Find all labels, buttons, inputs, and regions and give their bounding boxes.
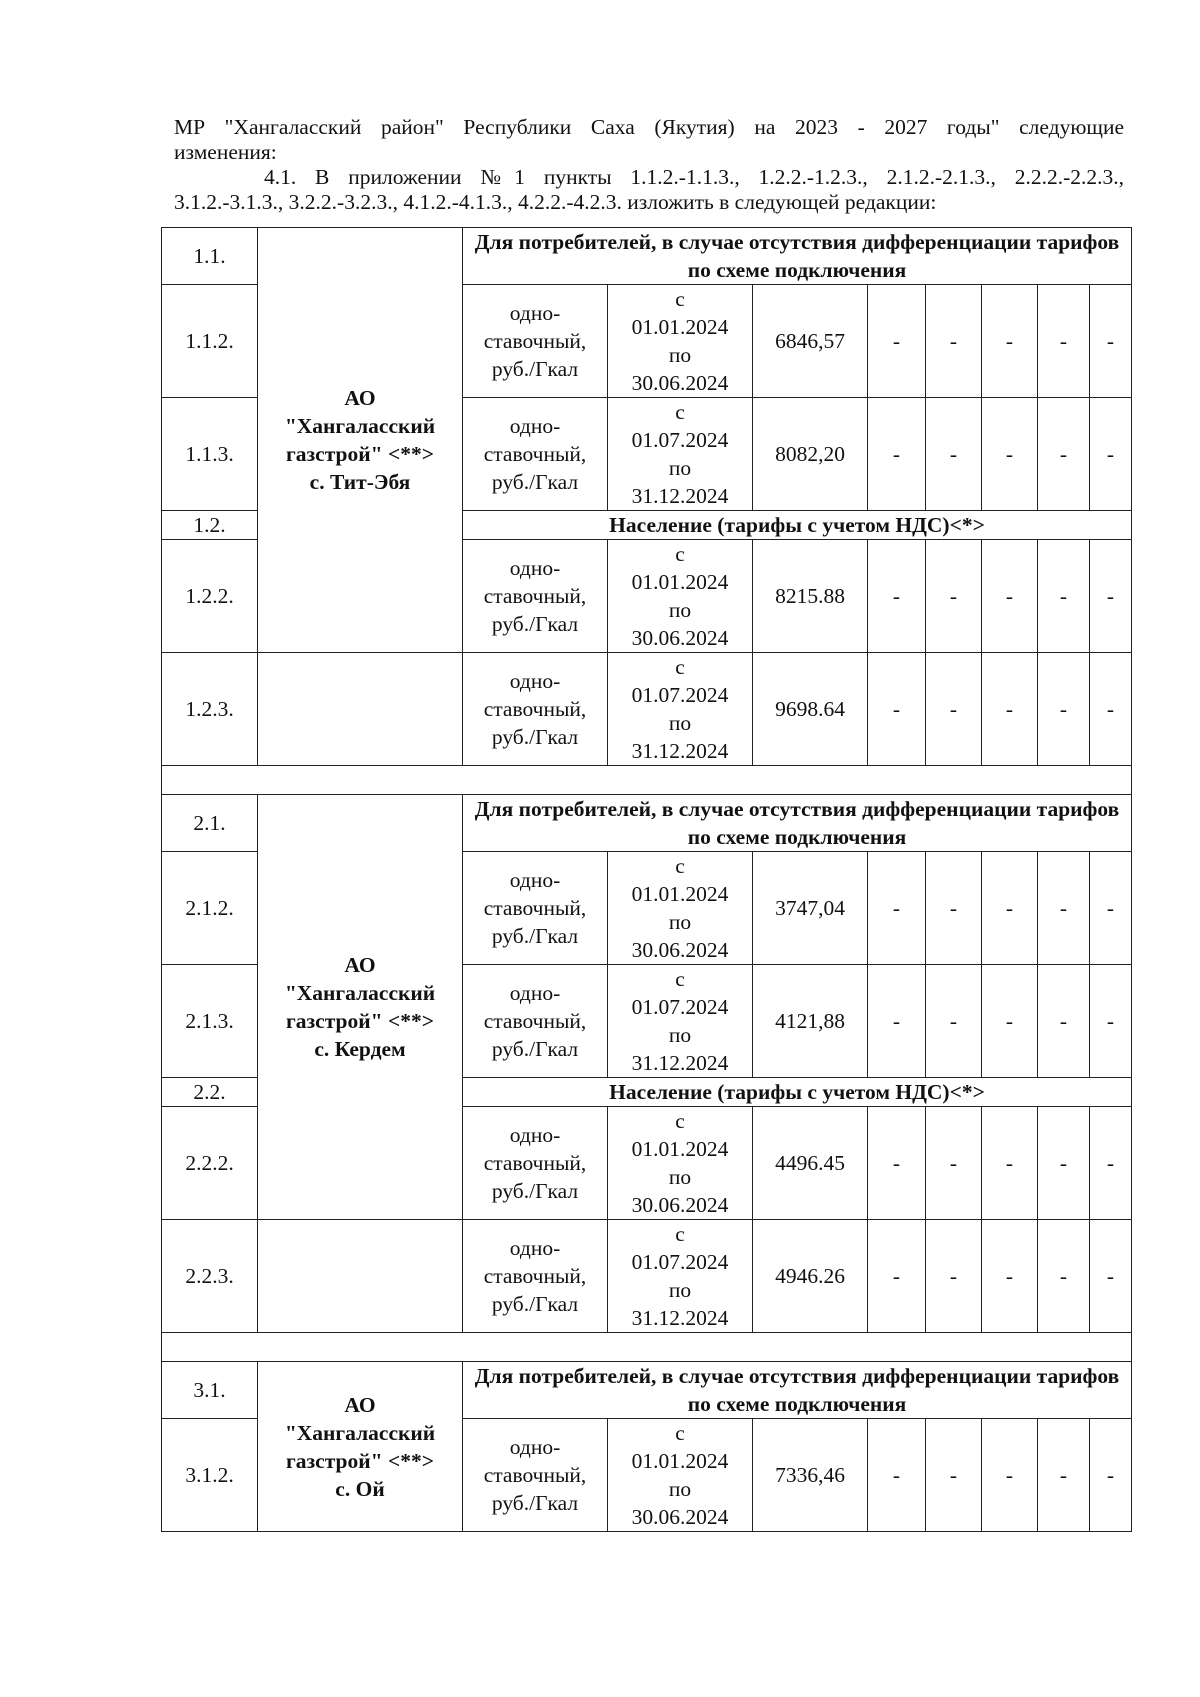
tariff-value: 8082,20 bbox=[753, 398, 868, 511]
tariff-value: 4946.26 bbox=[753, 1220, 868, 1333]
period: с 01.07.2024 по 31.12.2024 bbox=[608, 1220, 753, 1333]
org-cell: АО "Хангаласский газстрой" <**> с. Кердем bbox=[258, 795, 463, 1220]
rate-type: одно-ставочный, руб./Гкал bbox=[463, 398, 608, 511]
period: с 01.01.2024 по 30.06.2024 bbox=[608, 1419, 753, 1532]
row-number: 1.1.2. bbox=[162, 285, 258, 398]
period: с 01.07.2024 по 31.12.2024 bbox=[608, 653, 753, 766]
row-number: 2.1.3. bbox=[162, 965, 258, 1078]
rate-type: одно-ставочный, руб./Гкал bbox=[463, 1419, 608, 1532]
row-number: 3.1.2. bbox=[162, 1419, 258, 1532]
row-number: 2.1.2. bbox=[162, 852, 258, 965]
intro-line-1: МР "Хангаласский район" Республики Саха (Якутия) на 2023 - 2027 годы" следующие bbox=[174, 115, 1124, 139]
table-row bbox=[162, 795, 1132, 852]
tariff-value: 8215.88 bbox=[753, 540, 868, 653]
table-row bbox=[162, 228, 1132, 285]
table-row: 1.1.3. одно-ставочный, руб./Гкал с 01.07.2024 по 31.12.2024 8082,20 - - - - - bbox=[162, 398, 1132, 511]
row-number: 1.2. bbox=[162, 511, 258, 540]
row-number: 2.2.3. bbox=[162, 1220, 258, 1333]
org-cell: АО "Хангаласский газстрой" <**> с. Тит-Эбя bbox=[258, 228, 463, 653]
table-row: 3.1.2. одно-ставочный, руб./Гкал с 01.01.2024 по 30.06.2024 7336,46 - - - - - bbox=[162, 1419, 1132, 1532]
intro-text bbox=[174, 115, 1124, 215]
rate-type: одно-ставочный, руб./Гкал bbox=[463, 852, 608, 965]
population-header: Население (тарифы с учетом НДС)<*> bbox=[463, 1078, 1132, 1107]
population-header: Население (тарифы с учетом НДС)<*> bbox=[463, 511, 1132, 540]
tariff-table bbox=[161, 227, 1132, 1532]
table-row: 1.2.3. одно-ставочный, руб./Гкал с 01.07.2024 по 31.12.2024 9698.64 - - - - - bbox=[162, 653, 1132, 766]
org-cell: АО "Хангаласский газстрой" <**> с. Ой bbox=[258, 1362, 463, 1532]
separator-row bbox=[162, 766, 1132, 795]
table-row: 2.1.2. одно-ставочный, руб./Гкал с 01.01.2024 по 30.06.2024 3747,04 - - - - - bbox=[162, 852, 1132, 965]
period: с 01.01.2024 по 30.06.2024 bbox=[608, 852, 753, 965]
tariff-value: 3747,04 bbox=[753, 852, 868, 965]
tariff-value: 6846,57 bbox=[753, 285, 868, 398]
row-number: 1.1.3. bbox=[162, 398, 258, 511]
intro-line-4: 3.1.2.-3.1.3., 3.2.2.-3.2.3., 4.1.2.-4.1.3., 4.2.2.-4.2.3. изложить в следующей редакции: bbox=[174, 190, 937, 214]
period: с 01.01.2024 по 30.06.2024 bbox=[608, 540, 753, 653]
consumers-header: Для потребителей, в случае отсутствия дифференциации тарифов по схеме подключения bbox=[463, 1362, 1132, 1419]
intro-line-2: изменения: bbox=[174, 140, 277, 164]
table-row: 2.2.2. одно-ставочный, руб./Гкал с 01.01.2024 по 30.06.2024 4496.45 - - - - - bbox=[162, 1107, 1132, 1220]
period: с 01.01.2024 по 30.06.2024 bbox=[608, 285, 753, 398]
tariff-value: 7336,46 bbox=[753, 1419, 868, 1532]
row-number: 2.1. bbox=[162, 795, 258, 852]
row-number: 2.2. bbox=[162, 1078, 258, 1107]
separator-row bbox=[162, 1333, 1132, 1362]
intro-line-3: 4.1. В приложении №1 пункты 1.1.2.-1.1.3., 1.2.2.-1.2.3., 2.1.2.-2.1.3., 2.2.2.-2.2.3., bbox=[264, 165, 1124, 189]
row-number: 3.1. bbox=[162, 1362, 258, 1419]
rate-type: одно-ставочный, руб./Гкал bbox=[463, 1107, 608, 1220]
rate-type: одно-ставочный, руб./Гкал bbox=[463, 540, 608, 653]
row-number: 1.2.2. bbox=[162, 540, 258, 653]
period: с 01.01.2024 по 30.06.2024 bbox=[608, 1107, 753, 1220]
rate-type: одно-ставочный, руб./Гкал bbox=[463, 1220, 608, 1333]
table-row: 1.1.2. одно-ставочный, руб./Гкал с 01.01.2024 по 30.06.2024 6846,57 - - - - - bbox=[162, 285, 1132, 398]
row-number: 1.2.3. bbox=[162, 653, 258, 766]
table-row bbox=[162, 1362, 1132, 1419]
consumers-header: Для потребителей, в случае отсутствия дифференциации тарифов по схеме подключения bbox=[463, 795, 1132, 852]
consumers-header: Для потребителей, в случае отсутствия дифференциации тарифов по схеме подключения bbox=[463, 228, 1132, 285]
period: с 01.07.2024 по 31.12.2024 bbox=[608, 398, 753, 511]
period: с 01.07.2024 по 31.12.2024 bbox=[608, 965, 753, 1078]
tariff-value: 4496.45 bbox=[753, 1107, 868, 1220]
row-number: 1.1. bbox=[162, 228, 258, 285]
tariff-value: 9698.64 bbox=[753, 653, 868, 766]
row-number: 2.2.2. bbox=[162, 1107, 258, 1220]
table-row: 1.2.2. одно-ставочный, руб./Гкал с 01.01.2024 по 30.06.2024 8215.88 - - - - - bbox=[162, 540, 1132, 653]
tariff-value: 4121,88 bbox=[753, 965, 868, 1078]
rate-type: одно-ставочный, руб./Гкал bbox=[463, 285, 608, 398]
rate-type: одно-ставочный, руб./Гкал bbox=[463, 965, 608, 1078]
table-row: 2.2.3. одно-ставочный, руб./Гкал с 01.07.2024 по 31.12.2024 4946.26 - - - - - bbox=[162, 1220, 1132, 1333]
table-row: 2.1.3. одно-ставочный, руб./Гкал с 01.07.2024 по 31.12.2024 4121,88 - - - - - bbox=[162, 965, 1132, 1078]
rate-type: одно-ставочный, руб./Гкал bbox=[463, 653, 608, 766]
